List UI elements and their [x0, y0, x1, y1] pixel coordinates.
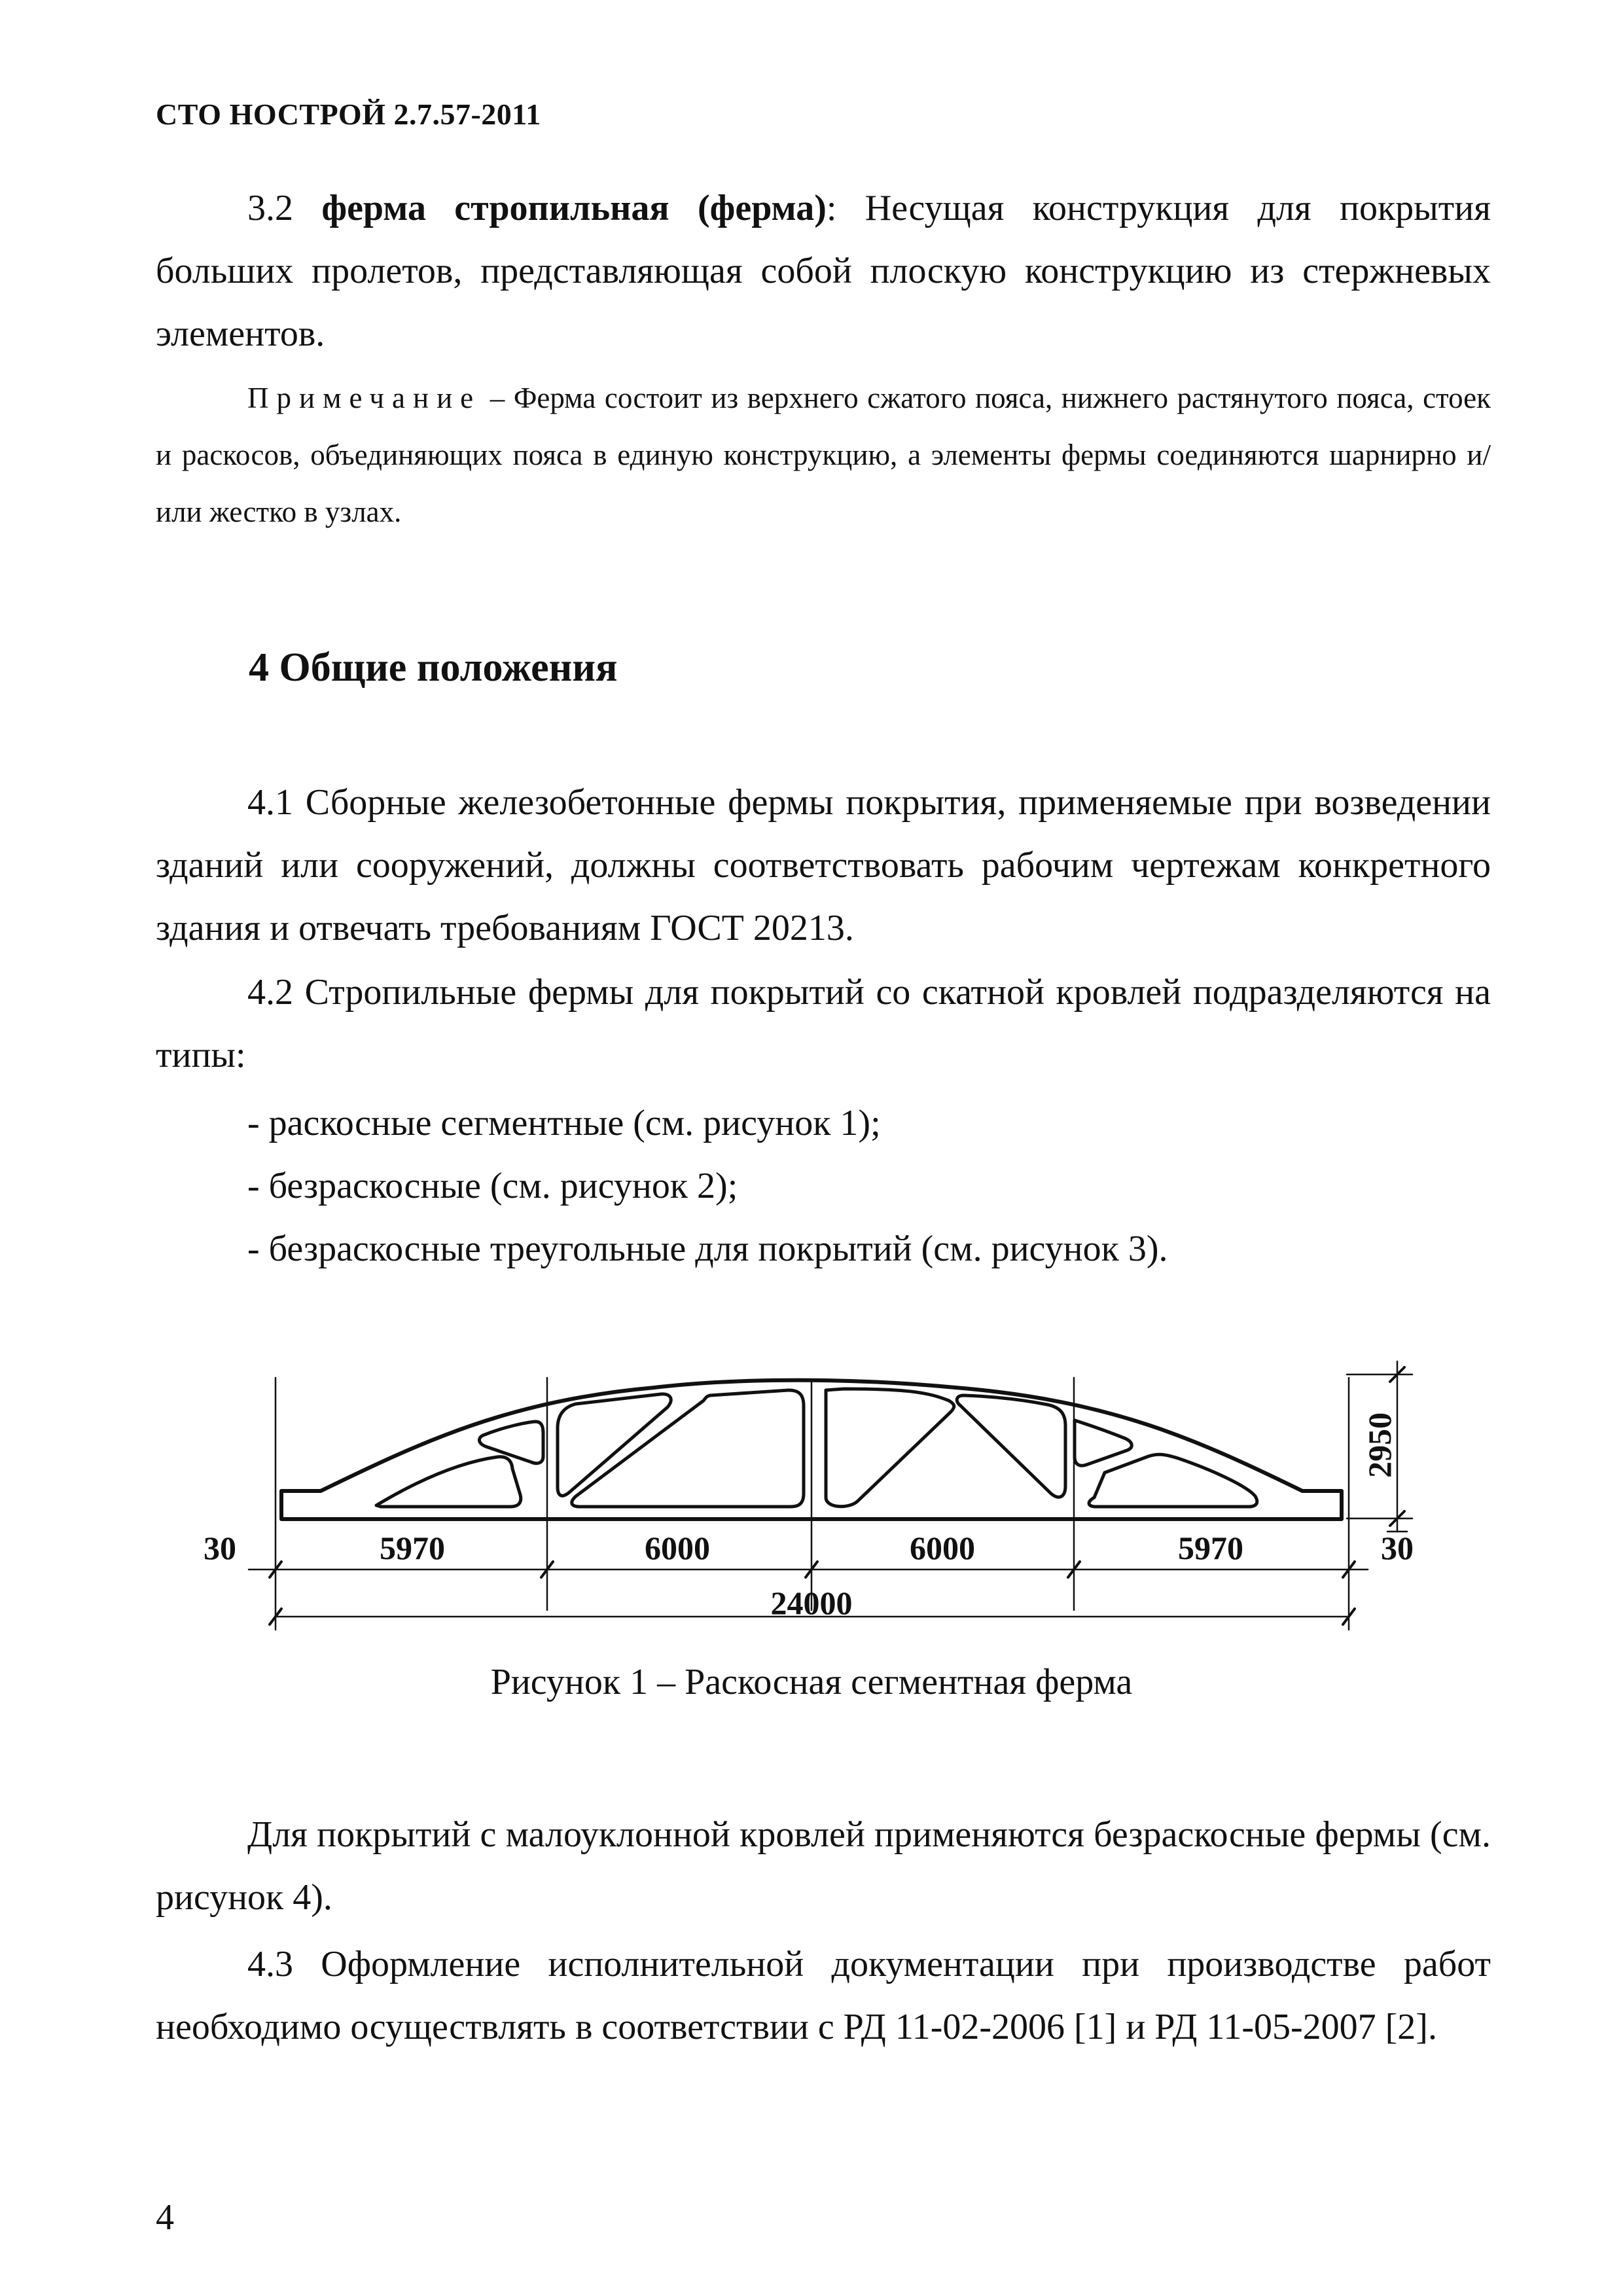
- dim-panel-3: 6000: [910, 1530, 975, 1566]
- page-number: 4: [156, 2197, 174, 2238]
- dimension-lines: [249, 1361, 1407, 1617]
- list-item: - безраскосные (см. рисунок 2);: [247, 1166, 738, 1206]
- clause-4-1: 4.1 Сборные железобетонные фермы покрытия, применяемые при возведении зданий или сооружений, должны соответствовать рабочим чертежам конкретного здания и отвечать требованиям ГОСТ 20213.: [156, 782, 1491, 948]
- dim-left-offset: 30: [204, 1530, 236, 1566]
- clause-3-2-term: ферма стропильная (ферма): [321, 188, 827, 228]
- clause-3-2-number: 3.2: [247, 188, 322, 228]
- note-label: Примечание: [247, 382, 482, 414]
- list-item: - безраскосные треугольные для покрытий (см. рисунок 3).: [247, 1229, 1168, 1269]
- truss-openings: [376, 1389, 1257, 1507]
- section-title: 4 Общие положения: [249, 645, 618, 690]
- dim-right-offset: 30: [1381, 1530, 1414, 1566]
- document-header: СТО НОСТРОЙ 2.7.57-2011: [156, 98, 541, 131]
- note-text: – Ферма состоит из верхнего сжатого пояса, нижнего растянутого пояса, стоек и раскосов, объединяющих пояса в единую конструкцию, а элементы фермы соединяются шарнирно и/или жестко в узлах.: [156, 382, 1491, 528]
- dim-panel-4: 5970: [1178, 1530, 1243, 1566]
- dim-total: 24000: [770, 1585, 853, 1621]
- clause-3-2-text: : Несущая конструкция для покрытия больших пролетов, представляющая собой плоскую конструкцию из стержневых элементов.: [156, 188, 1491, 354]
- figure-caption: Рисунок 1 – Раскосная сегментная ферма: [490, 1662, 1133, 1702]
- dim-panel-2: 6000: [645, 1530, 710, 1566]
- dim-panel-1: 5970: [380, 1530, 445, 1566]
- clause-4-3: 4.3 Оформление исполнительной документации при производстве работ необходимо осуществлять в соответствии с РД 11-02-2006 [1] и РД 11-05-2007 [2].: [156, 1944, 1491, 2047]
- list-item: - раскосные сегментные (см. рисунок 1);: [247, 1103, 881, 1143]
- clause-4-2: 4.2 Стропильные фермы для покрытий со скатной кровлей подразделяются на типы:: [156, 972, 1491, 1075]
- dim-height: 2950: [1361, 1412, 1398, 1478]
- paragraph-after-figure: Для покрытий с малоуклонной кровлей применяются безраскосные фермы (см. рисунок 4).: [156, 1814, 1491, 1918]
